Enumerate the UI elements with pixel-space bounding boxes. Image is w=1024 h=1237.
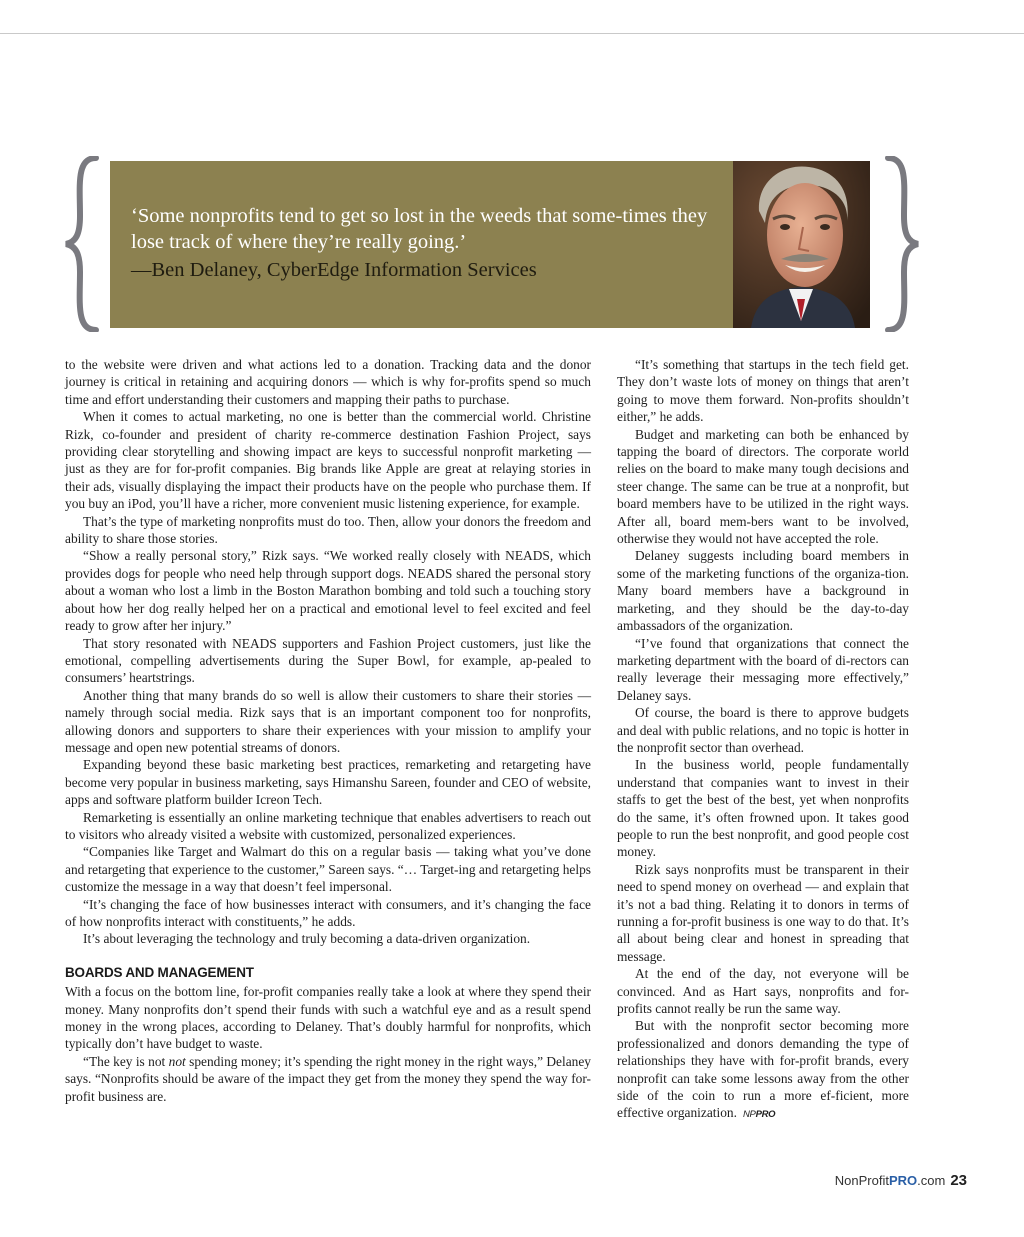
body-paragraph: That story resonated with NEADS supporters and Fashion Project customers, just like the emotional, compelling advertisements during the Super Bowl, for example, ap-pealed to consumers’ heartstrings. [65,635,591,686]
portrait-photo [733,161,870,328]
footer-brand-end: .com [917,1173,946,1188]
body-paragraph: Remarketing is essentially an online marketing technique that enables advertisers to reach out to visitors who already visited a website with customized, personalized experiences. [65,809,591,842]
pull-quote-attribution: —Ben Delaney, CyberEdge Information Services [131,259,537,281]
pull-quote-text: ‘Some nonprofits tend to get so lost in the weeds that some-times they lose track of where they’re really going.’ [131,205,708,253]
footer-brand-pro: PRO [888,1173,918,1188]
body-paragraph: “It’s something that startups in the tech field get. They don’t waste lots of money on things that aren’t going to move them forward. Non-profits shouldn’t either,” he adds. [617,357,909,425]
body-paragraph: Delaney suggests including board members in some of the marketing functions of the organiza-tion. Many board members have a background in marketing, and they should be the day-to-day ambassadors of the organization. [617,548,909,634]
top-rule [0,33,1024,34]
footer-brand-start: NonProfit [834,1173,889,1188]
portrait-illustration [733,161,870,328]
section-heading: BOARDS AND MANAGEMENT [65,964,254,980]
body-paragraph: Another thing that many brands do so well is allow their customers to share their stories — namely through social media. Rizk says that is an important component too for nonprofits, allowing donors and supporters to share their experiences with your mission to amplify your message and open new potential streams of donors. [65,687,591,755]
left-brace-icon [62,156,102,332]
page-number: 23 [950,1172,967,1189]
pull-quote-banner [110,161,733,328]
left-column [65,356,591,1105]
body-paragraph: Budget and marketing can both be enhanced by tapping the board of directors. The corporate world relies on the board to make many tough decisions and steer change. The same can be true at a nonprofit, but board members have to be utilized in the right ways. After all, board mem-bers want to be involved, otherwise they would not have accepted the role. [617,426,909,547]
body-paragraph: Of course, the board is there to approve budgets and deal with public relations, and no topic is hotter in the nonprofit sector than overhead. [617,705,909,755]
page-footer [835,1172,967,1189]
body-paragraph: Rizk says nonprofits must be transparent in their need to spend money on overhead — and explain that it’s not a bad thing. Relating it to donors in terms of running a for-profit business is one way to do that. It’s all about being clear and honest in spreading that message. [617,861,909,964]
body-paragraph: With a focus on the bottom line, for-profit companies really take a look at where they spend their money. Many nonprofits don’t spend their funds with such a watchful eye and as a result spend money in the wrong places, according to Delaney. That’s doubly harmful for nonprofits, which typically don’t have budget to waste. [65,984,591,1052]
body-paragraph: That’s the type of marketing nonprofits must do too. Then, allow your donors the freedom and ability to share those stories. [65,513,591,547]
body-paragraph: “I’ve found that organizations that connect the marketing department with the board of di-rectors can really leverage their messaging more effectively,” Delaney says. [617,635,909,703]
body-paragraph: When it comes to actual marketing, no one is better than the commercial world. Christine Rizk, co-founder and president of charity re-commerce destination Fashion Project, says providing clear storytelling and showing impact are keys to successful nonprofit marketing — just as they are for for-profit companies. Big brands like Apple are great at relaying stories in their ads, visually displaying the impact their products have on the people who purchase them. If you buy an iPod, you’ll have a richer, more convenient music listening experience, for example. [65,409,591,512]
closing-text: But with the nonprofit sector becoming more professionalized and donors demanding the type of relationships they have with for-profit brands, every nonprofit can take some lessons away from the other side of the coin to run a more ef-ficient, more effective organization. [617,1018,909,1121]
body-paragraph: to the website were driven and what actions led to a donation. Tracking data and the donor journey is critical in retaining and acquiring donors — which is why for-profits spend so much time and effort understanding their customers and mapping their paths to purchase. [65,357,591,407]
body-paragraph: In the business world, people fundamentally understand that companies want to invest in their staffs to get the best of the best, yet when nonprofits do the same, it’s often frowned upon. It takes good people to run the best nonprofit, and good people cost money. [617,757,909,860]
right-brace-icon [882,156,922,332]
quote-fragment: “The key is not [83,1053,169,1069]
body-paragraph: “It’s changing the face of how businesses interact with consumers, and it’s changing the face of how nonprofits interact with constituents,” he adds. [65,896,591,929]
end-mark-np: NP [742,1109,756,1121]
body-paragraph: “Companies like Target and Walmart do this on a regular basis — taking what you’ve done and retargeting that experience to the customer,” Sareen says. “… Target-ing and retargeting helps customize the message in a way that doesn’t feel impersonal. [65,844,591,895]
emphasis-text: not [168,1053,186,1069]
body-paragraph: “Show a really personal story,” Rizk says. “We worked really closely with NEADS, which provides dogs for people who need help through support dogs. NEADS shared the personal story about a woman who lost a limb in the Boston Marathon bombing and told such a touching story about how her dog really helped her on a practical and emotional level to feel excited and feel ready to grow after her injury.” [65,548,591,634]
body-paragraph [617,1017,909,1123]
end-mark-logo [743,1109,775,1120]
end-mark-pro: PRO [755,1109,776,1121]
body-paragraph [65,1053,591,1105]
quote-fragment: spending money; it’s spending the right money in the right ways,” Delaney says. “Nonprofits should be aware of the impact they get from the money they spend the way for-profit business are. [65,1053,592,1104]
body-paragraph: At the end of the day, not everyone will be convinced. And as Hart says, nonprofits and for-profits cannot really be run the same way. [617,966,909,1017]
body-paragraph: It’s about leveraging the technology and truly becoming a data-driven organization. [83,931,531,947]
right-column [617,356,909,1124]
body-paragraph: Expanding beyond these basic marketing best practices, remarketing and retargeting have become very popular in business marketing, says Himanshu Sareen, founder and CEO of website, apps and software platform builder Icreon Tech. [65,757,591,808]
